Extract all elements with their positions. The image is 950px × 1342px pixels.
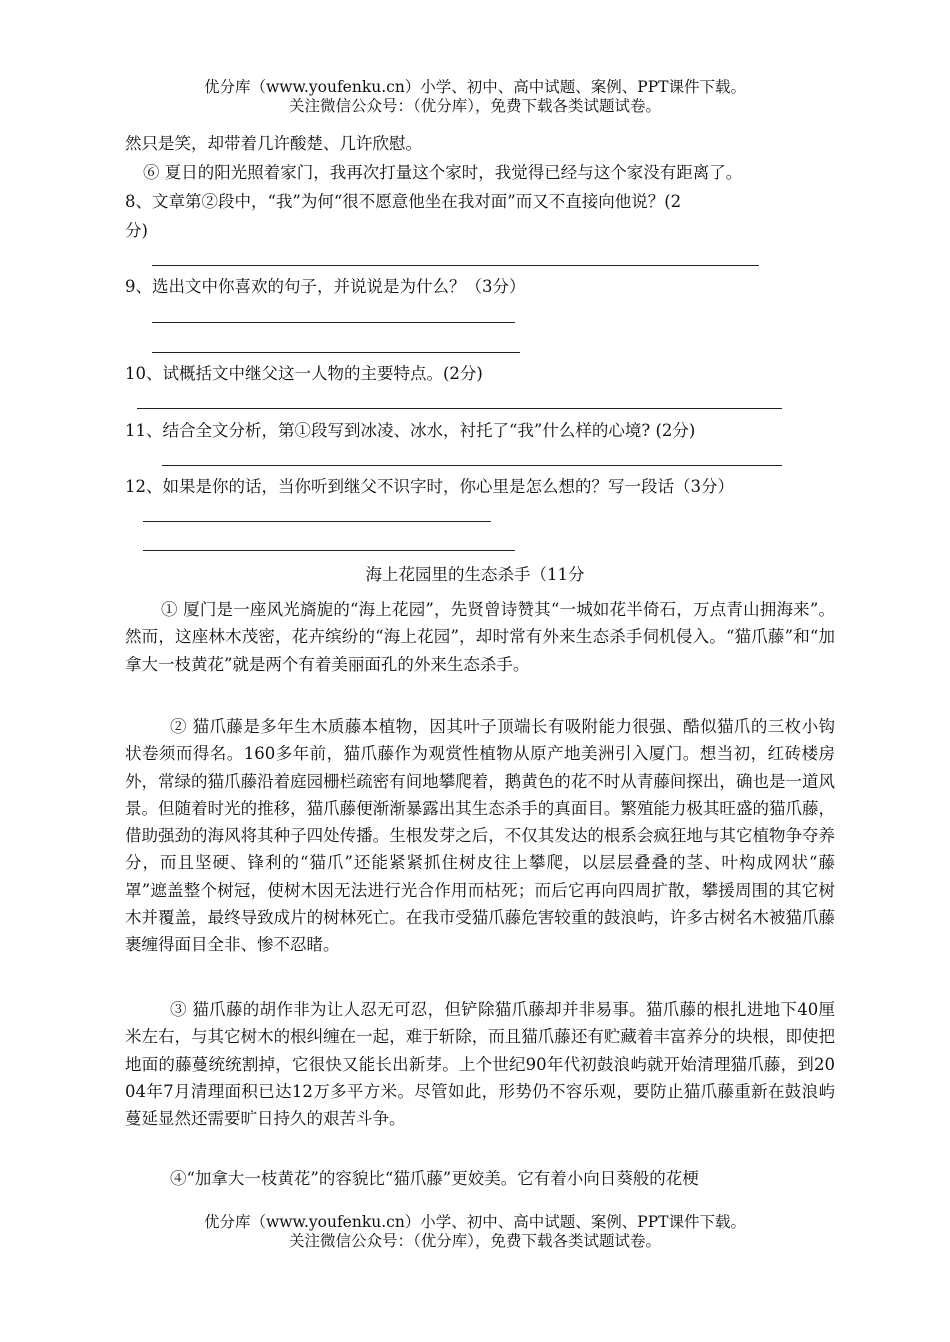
article-title: 海上花园里的生态杀手（11分 bbox=[365, 565, 585, 584]
answer-line bbox=[162, 465, 782, 466]
answer-line bbox=[152, 322, 515, 323]
footer-line-2: 关注微信公众号：（优分库），免费下载各类试题试卷。 bbox=[288, 1232, 661, 1250]
question-9: 9、选出文中你喜欢的句子，并说说是为什么？（3分） bbox=[125, 277, 526, 296]
answer-line bbox=[152, 352, 520, 353]
question-11: 11、结合全文分析，第①段写到冰凌、冰水，衬托了“我”什么样的心境? (2分) bbox=[125, 421, 696, 440]
question-8-cont: 分) bbox=[125, 221, 148, 240]
article-paragraph-4: ④“加拿大一枝黄花”的容貌比“猫爪藤”更姣美。它有着小向日葵般的花梗 bbox=[170, 1169, 699, 1188]
article-paragraph-3: ③ 猫爪藤的胡作非为让人忍无可忍，但铲除猫爪藤却并非易事。猫爪藤的根扎进地下40厘米左右，与其它树木的根纠缠在一起，难于斩除，而且猫爪藤还有贮藏着丰富养分的块根，即使把地面的藤蔓统统割掉，它很快又能长出新芽。上个世纪90年代初鼓浪屿就开始清理猫爪藤，到2004年7月清理面积已达12万多平方米。尽管如此，形势仍不容乐观，要防止猫爪藤重新在鼓浪屿蔓延显然还需要旷日持久的艰苦斗争。 bbox=[125, 1000, 835, 1129]
article-paragraph-2: ② 猫爪藤是多年生木质藤本植物，因其叶子顶端长有吸附能力很强、酷似猫爪的三枚小钩状卷须而得名。160多年前，猫爪藤作为观赏性植物从原产地美洲引入厦门。想当初，红砖楼房外，常绿的猫爪藤沿着庭园栅栏疏密有间地攀爬着，鹅黄色的花不时从青藤间探出，确也是一道风景。但随着时光的推移，猫爪藤便渐渐暴露出其生态杀手的真面目。繁殖能力极其旺盛的猫爪藤，借助强劲的海风将其种子四处传播。生根发芽之后，不仅其发达的根系会疯狂地与其它植物争夺养分，而且坚硬、锋利的“猫爪”还能紧紧抓住树皮往上攀爬，以层层叠叠的茎、叶构成网状“藤罩”遮盖整个树冠，使树木因无法进行光合作用而枯死；而后它再向四周扩散，攀援周围的其它树木并覆盖，最终导致成片的树林死亡。在我市受猫爪藤危害较重的鼓浪屿，许多古树名木被猫爪藤裹缠得面目全非、惨不忍睹。 bbox=[125, 717, 835, 955]
header-line-2: 关注微信公众号：（优分库），免费下载各类试题试卷。 bbox=[288, 97, 661, 115]
question-10: 10、试概括文中继父这一人物的主要特点。(2分) bbox=[125, 364, 483, 383]
answer-line bbox=[143, 521, 491, 522]
header-line-1: 优分库（www.youfenku.cn）小学、初中、高中试题、案例、PPT课件下载。 bbox=[203, 78, 747, 96]
footer-line-1: 优分库（www.youfenku.cn）小学、初中、高中试题、案例、PPT课件下载。 bbox=[203, 1213, 747, 1231]
answer-line bbox=[143, 550, 515, 551]
article-paragraph-1: ① 厦门是一座风光旖旎的“海上花园”，先贤曾诗赞其“一城如花半倚石，万点青山拥海来”。然而，这座林木茂密，花卉缤纷的“海上花园”，却时常有外来生态杀手伺机侵入。“猫爪藤”和“加拿大一枝黄花”就是两个有着美丽面孔的外来生态杀手。 bbox=[125, 600, 835, 674]
passage-paragraph-6: ⑥ 夏日的阳光照着家门，我再次打量这个家时，我觉得已经与这个家没有距离了。 bbox=[143, 163, 743, 182]
question-8: 8、文章第②段中，“我”为何“很不愿意他坐在我对面”而又不直接向他说？(2 bbox=[125, 192, 682, 211]
answer-line bbox=[152, 265, 759, 266]
answer-line bbox=[137, 408, 782, 409]
question-12: 12、如果是你的话，当你听到继父不识字时，你心里是怎么想的？写一段话（3分） bbox=[125, 477, 734, 496]
passage-end-line: 然只是笑，却带着几许酸楚、几许欣慰。 bbox=[125, 134, 422, 153]
